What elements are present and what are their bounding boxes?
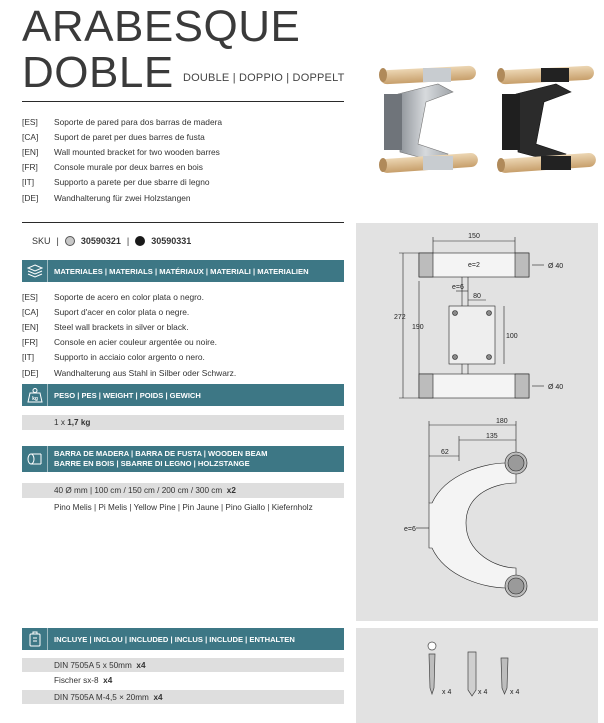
- material-es: [22, 289, 236, 304]
- included-item-text: DIN 7505A M-4,5 × 20mm: [54, 692, 149, 702]
- lang-code: [CA]: [22, 306, 39, 317]
- dim-190: 190: [412, 324, 424, 331]
- dim-135: 135: [486, 433, 498, 440]
- wood-types: Pino Melis | Pi Melis | Yellow Pine | Pin Jaune | Pino Giallo | Kiefernholz: [54, 503, 313, 512]
- weight-header-text: PESO | PES | WEIGHT | POIDS | GEWICH: [54, 390, 201, 400]
- material-text: Suport d'acer en color plata o negre.: [54, 306, 190, 317]
- dim-180: 180: [496, 418, 508, 425]
- lang-code: [IT]: [22, 177, 35, 188]
- dim-100: 100: [506, 333, 518, 340]
- sku-black-code: 30590331: [151, 236, 192, 246]
- wood-sizes: 40 Ø mm | 100 cm / 150 cm / 200 cm / 300 cm: [54, 486, 223, 495]
- svg-text:kg: kg: [31, 396, 38, 402]
- sku-silver-code: 30590321: [80, 236, 121, 246]
- description-ca: [22, 129, 222, 144]
- hardware-drawing: [356, 628, 598, 723]
- description-text: Soporte de pared para dos barras de madera: [54, 116, 223, 127]
- lang-code: [DE]: [22, 367, 39, 378]
- hardware-qty-3: x 4: [510, 689, 520, 696]
- sku-label: SKU: [32, 236, 51, 246]
- silver-swatch-icon: [65, 236, 75, 246]
- dim-e6-side: e=6: [404, 526, 416, 533]
- package-icon: [22, 628, 48, 650]
- title-line-1: ARABESQUE: [22, 2, 301, 51]
- materials-list: [22, 289, 236, 380]
- wood-header: [22, 446, 344, 472]
- product-photo-silver: [378, 64, 488, 184]
- material-text: Soporte de acero en color plata o negro.: [54, 291, 204, 302]
- sku-separator: |: [56, 236, 59, 246]
- hardware-panel: [356, 628, 598, 723]
- included-item-qty: x4: [103, 676, 113, 685]
- material-text: Steel wall brackets in silver or black.: [54, 321, 189, 332]
- lang-code: [ES]: [22, 116, 38, 127]
- included-header-text: INCLUYE | INCLOU | INCLUDED | INCLUS | INCLUDE | ENTHALTEN: [54, 634, 295, 644]
- material-it: [22, 350, 236, 365]
- dim-e2: e=2: [468, 262, 480, 269]
- hardware-qty-2: x 4: [478, 689, 488, 696]
- material-ca: [22, 304, 236, 319]
- dim-d40-bottom: Ø 40: [548, 384, 564, 391]
- title-line-2: DOBLE: [22, 48, 174, 97]
- included-item-text: Fischer sx-8: [54, 676, 99, 685]
- wood-sizes-row: [22, 483, 344, 498]
- screw-head-icon: [428, 642, 436, 650]
- weight-icon: [22, 384, 48, 406]
- material-text: Wandhalterung aus Stahl in Silber oder Schwarz.: [54, 367, 237, 378]
- title-divider: [22, 101, 344, 102]
- material-en: [22, 319, 236, 334]
- included-item: [22, 690, 344, 704]
- included-item: [22, 658, 344, 672]
- material-de: [22, 365, 236, 380]
- weight-qty: 1 x: [54, 418, 65, 427]
- lang-code: [ES]: [22, 291, 38, 302]
- lang-code: [FR]: [22, 162, 38, 173]
- weight-row: [22, 415, 344, 430]
- layers-icon: [22, 260, 48, 282]
- small-screw-icon: [501, 658, 508, 694]
- description-text: Suport de paret per dues barres de fusta: [54, 131, 205, 142]
- description-it: [22, 175, 222, 190]
- hardware-qty-1: x 4: [442, 689, 452, 696]
- included-item-text: DIN 7505A 5 x 50mm: [54, 660, 132, 670]
- description-divider: [22, 222, 344, 223]
- dim-80: 80: [473, 293, 481, 300]
- included-header: [22, 628, 344, 650]
- description-text: Wall mounted bracket for two wooden barres: [54, 146, 220, 157]
- wood-header-line-2: BARRE EN BOIS | SBARRE DI LEGNO | HOLZSTANGE: [54, 459, 250, 468]
- included-item: [54, 676, 112, 685]
- lang-code: [DE]: [22, 192, 39, 203]
- materials-header: [22, 260, 344, 282]
- description-de: [22, 190, 222, 205]
- weight-header: [22, 384, 344, 406]
- dim-62: 62: [441, 449, 449, 456]
- sku-row: [22, 236, 191, 246]
- included-item-qty: x4: [153, 692, 163, 702]
- lang-code: [FR]: [22, 337, 38, 348]
- description-en: [22, 144, 222, 159]
- description-fr: [22, 160, 222, 175]
- subtitle: DOUBLE | DOPPIO | DOPPELT: [183, 72, 345, 84]
- wood-beam-icon: [22, 446, 48, 472]
- lang-code: [CA]: [22, 131, 39, 142]
- lang-code: [IT]: [22, 352, 35, 363]
- description-list: [22, 114, 222, 205]
- black-swatch-icon: [135, 236, 145, 246]
- wall-plug-icon: [468, 652, 476, 696]
- wood-header-line-1: BARRA DE MADERA | BARRA DE FUSTA | WOODEN BEAM: [54, 449, 268, 458]
- lang-code: [EN]: [22, 321, 39, 332]
- included-item-qty: x4: [136, 660, 146, 670]
- technical-drawing: [356, 223, 598, 621]
- product-photo-black: [496, 64, 600, 184]
- lang-code: [EN]: [22, 146, 39, 157]
- weight-value: 1,7 kg: [67, 418, 91, 427]
- dim-150: 150: [468, 233, 480, 240]
- screw-icon: [429, 654, 435, 694]
- description-text: Supporto a parete per due sbarre di legno: [54, 177, 210, 188]
- material-fr: [22, 335, 236, 350]
- material-text: Supporto in acciaio color argento o nero.: [54, 352, 205, 363]
- technical-drawing-panel: [356, 223, 598, 621]
- description-es: [22, 114, 222, 129]
- description-text: Console murale por deux barres en bois: [54, 162, 203, 173]
- wood-sizes-qty: x2: [226, 486, 236, 495]
- sku-separator: |: [126, 236, 130, 246]
- dim-272: 272: [394, 314, 406, 321]
- material-text: Console en acier couleur argentée ou noire.: [54, 337, 217, 348]
- dim-d40-top: Ø 40: [548, 263, 564, 270]
- dim-e6: e=6: [452, 284, 464, 291]
- description-text: Wandhalterung für zwei Holzstangen: [54, 192, 191, 203]
- materials-header-text: MATERIALES | MATERIALS | MATÉRIAUX | MATERIALI | MATERIALIEN: [54, 266, 309, 276]
